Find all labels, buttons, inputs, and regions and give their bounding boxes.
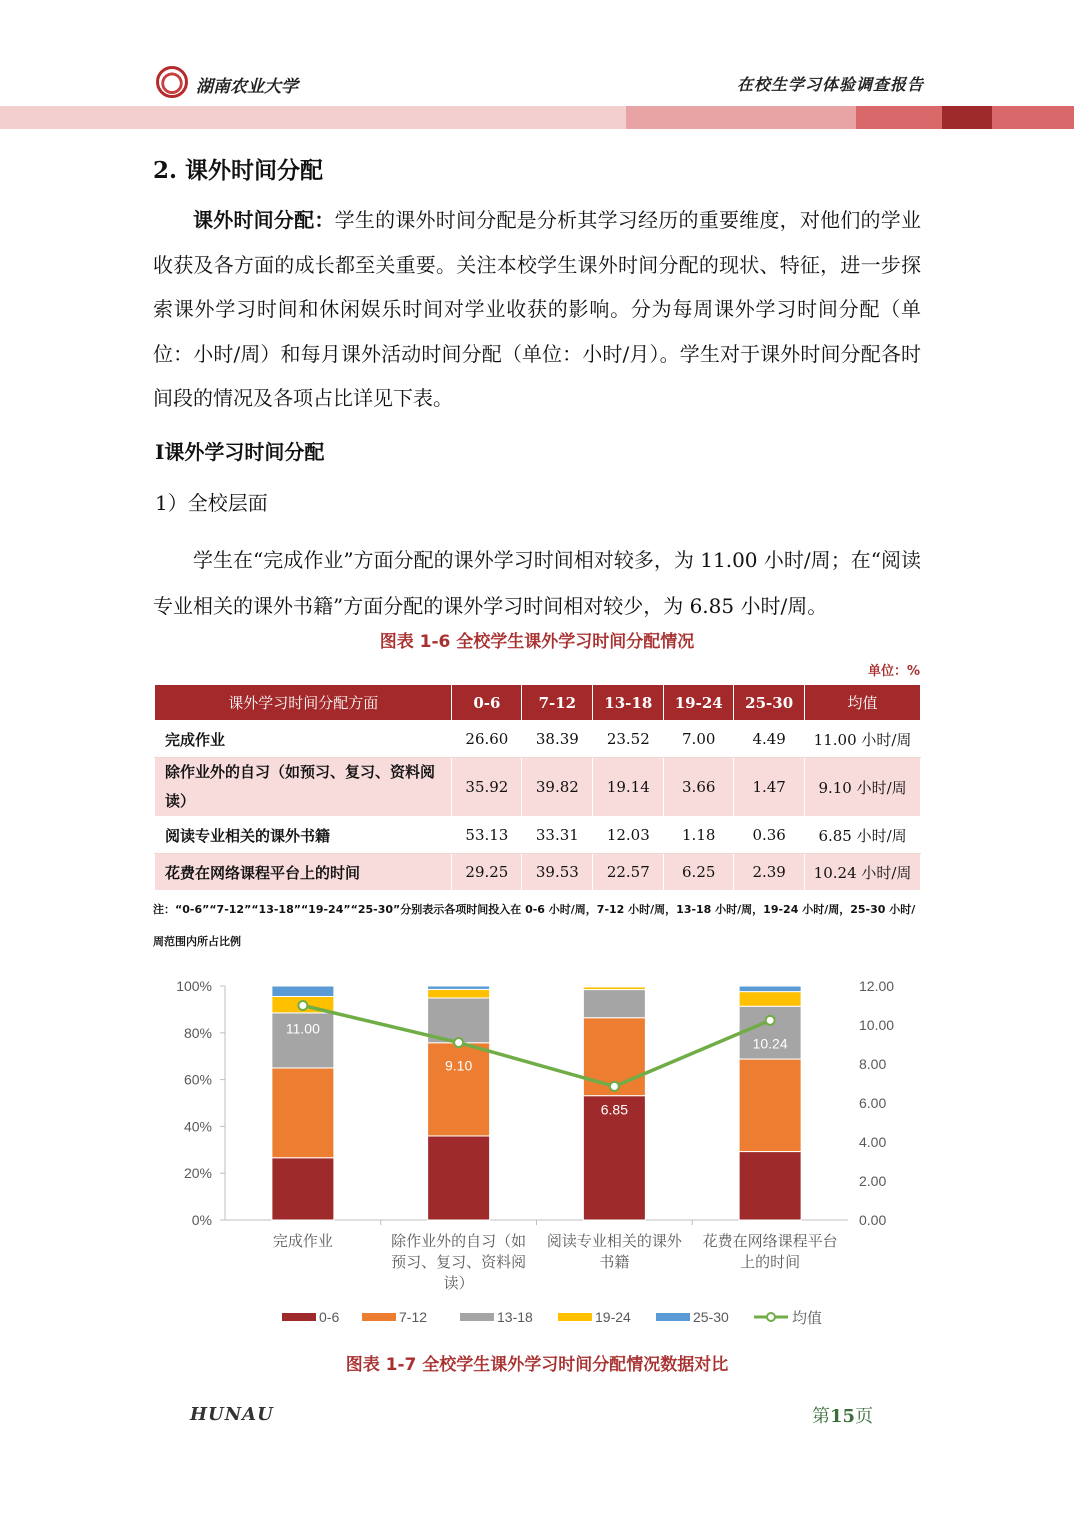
- right-axis-tick-label: 4.00: [859, 1134, 887, 1150]
- legend-swatch-25-30: [656, 1313, 690, 1321]
- bar-segment-25-30: [272, 986, 334, 997]
- right-axis-tick-label: 8.00: [859, 1056, 887, 1072]
- mean-data-label: 6.85: [600, 1101, 628, 1118]
- row-label: 完成作业: [155, 721, 452, 758]
- mean-point: [454, 1038, 463, 1047]
- table-cell: 35.92: [452, 758, 522, 817]
- left-axis-tick-label: 100%: [176, 978, 212, 994]
- mean-data-label: 11.00: [285, 1020, 320, 1037]
- table-row: [155, 854, 921, 891]
- table-cell: 12.03: [593, 817, 664, 854]
- table-cell: 29.25: [452, 854, 522, 891]
- mean-data-label: 10.24: [752, 1035, 788, 1052]
- category-label: 书籍: [599, 1253, 630, 1271]
- table-cell-mean: 11.00 小时/周: [805, 721, 921, 758]
- page-prefix: 第: [812, 1406, 830, 1427]
- row-label: 阅读专业相关的课外书籍: [155, 817, 452, 854]
- bar-segment-25-30: [739, 986, 801, 992]
- table-header-cell: 0-6: [452, 685, 522, 721]
- table-cell-mean: 10.24 小时/周: [805, 854, 921, 891]
- right-axis-tick-label: 6.00: [859, 1095, 887, 1111]
- bar-segment-13-18: [583, 990, 645, 1018]
- intro-paragraph: [153, 198, 921, 421]
- bar-segment-25-30: [428, 986, 490, 989]
- legend-marker-mean: [767, 1313, 775, 1321]
- unit-label: 单位：%: [867, 664, 920, 679]
- table-cell: 2.39: [734, 854, 805, 891]
- legend-label: 0-6: [319, 1309, 340, 1325]
- left-axis-tick-label: 20%: [183, 1165, 212, 1182]
- left-axis-tick-label: 40%: [183, 1118, 212, 1135]
- mean-data-label: 9.10: [445, 1057, 473, 1074]
- table-cell: 53.13: [452, 817, 522, 854]
- intro-bold-lead: 课外时间分配：: [193, 208, 335, 232]
- left-axis-tick-label: 0%: [191, 1212, 212, 1228]
- bar-segment-7-12: [272, 1068, 334, 1158]
- table-row: [155, 721, 921, 758]
- table-cell: 22.57: [593, 854, 664, 891]
- page-header: [0, 60, 1074, 106]
- mean-point: [766, 1016, 775, 1025]
- table-cell: 23.52: [593, 721, 664, 758]
- page-suffix: 页: [855, 1406, 874, 1427]
- legend-label: 7-12: [399, 1309, 428, 1325]
- table-cell: 38.39: [522, 721, 593, 758]
- legend-swatch-13-18: [460, 1313, 494, 1321]
- bar-segment-0-6: [428, 1136, 490, 1220]
- bar-segment-19-24: [739, 992, 801, 1007]
- table-header-row: [155, 685, 921, 721]
- table-row: [155, 758, 921, 817]
- legend-label: 均值: [792, 1309, 823, 1327]
- right-axis-tick-label: 12.00: [859, 978, 895, 994]
- table-cell: 26.60: [452, 721, 522, 758]
- right-axis-tick-label: 0.00: [859, 1212, 887, 1228]
- table-cell: 6.25: [664, 854, 734, 891]
- row-label: 花费在网络课程平台上的时间: [155, 854, 452, 891]
- bar-segment-0-6: [739, 1152, 801, 1220]
- mean-point: [298, 1001, 307, 1010]
- summary-paragraph: 学生在“完成作业”方面分配的课外学习时间相对较多，为 11.00 小时/周；在“阅读专业相关的课外书籍”方面分配的课外学习时间相对较少，为 6.85 小时/周。: [153, 548, 921, 618]
- category-label: 完成作业: [272, 1232, 333, 1250]
- category-label: 读）: [443, 1274, 474, 1292]
- page-number: [812, 1402, 873, 1428]
- category-label: 上的时间: [740, 1253, 801, 1271]
- table-cell-mean: 6.85 小时/周: [805, 817, 921, 854]
- table-cell: 7.00: [664, 721, 734, 758]
- table-row: [155, 817, 921, 854]
- right-axis-tick-label: 10.00: [859, 1017, 895, 1033]
- table-header-cell: 均值: [805, 685, 921, 721]
- legend-swatch-19-24: [558, 1313, 592, 1321]
- table-header-cell: 课外学习时间分配方面: [155, 685, 452, 721]
- stacked-bar-chart: [150, 968, 930, 1348]
- table-header-cell: 19-24: [664, 685, 734, 721]
- page-number-value: 15: [830, 1406, 856, 1427]
- bar-segment-0-6: [272, 1158, 334, 1220]
- mean-line: [303, 1006, 770, 1087]
- mean-point: [610, 1082, 619, 1091]
- table-cell: 4.49: [734, 721, 805, 758]
- category-label: 花费在网络课程平台: [702, 1232, 838, 1250]
- bar-segment-25-30: [583, 986, 645, 987]
- intro-text: 学生的课外时间分配是分析其学习经历的重要维度，对他们的学业收获及各方面的成长都至关重要。关注本校学生课外时间分配的现状、特征，进一步探索课外学习时间和休闲娱乐时间对学业收获的影响。分为每周课外学习时间分配（单位：小时/周）和每月课外活动时间分配（单位：小时/月）。学生对于课外时间分配各时间段的情况及各项占比详见下表。: [153, 208, 922, 410]
- category-label: 除作业外的自习（如: [391, 1232, 527, 1250]
- legend-label: 13-18: [497, 1309, 533, 1325]
- bar-segment-7-12: [739, 1059, 801, 1152]
- table-cell: 3.66: [664, 758, 734, 817]
- chart-caption: 图表 1-7 全校学生课外学习时间分配情况数据对比: [345, 1355, 729, 1375]
- table-cell: 19.14: [593, 758, 664, 817]
- footer-logo: HUNAU: [190, 1404, 274, 1425]
- table-cell: 1.47: [734, 758, 805, 817]
- legend-label: 25-30: [693, 1309, 729, 1325]
- table-cell: 33.31: [522, 817, 593, 854]
- bar-segment-19-24: [428, 989, 490, 998]
- table-cell: 39.53: [522, 854, 593, 891]
- left-axis-tick-label: 80%: [183, 1024, 212, 1041]
- table-cell: 1.18: [664, 817, 734, 854]
- category-label: 预习、复习、资料阅: [391, 1253, 527, 1271]
- time-allocation-table: [154, 684, 921, 891]
- section-title: 2. 课外时间分配: [153, 157, 324, 184]
- right-axis-tick-label: 2.00: [859, 1173, 887, 1189]
- table-header-cell: 7-12: [522, 685, 593, 721]
- legend-swatch-0-6: [282, 1313, 316, 1321]
- left-axis-tick-label: 60%: [183, 1071, 212, 1088]
- row-label: 除作业外的自习（如预习、复习、资料阅读）: [155, 758, 452, 817]
- table-note: 注：“0-6”“7-12”“13-18”“19-24”“25-30”分别表示各项时间投入在 0-6 小时/周，7-12 小时/周，13-18 小时/周，19-24 小时/周，25-30 小时/周范围内所占比例: [153, 903, 916, 948]
- table-cell: 0.36: [734, 817, 805, 854]
- table-cell-mean: 9.10 小时/周: [805, 758, 921, 817]
- category-label: 阅读专业相关的课外: [546, 1232, 682, 1250]
- table-caption: 图表 1-6 全校学生课外学习时间分配情况: [379, 632, 695, 652]
- table-cell: 39.82: [522, 758, 593, 817]
- table-header-cell: 25-30: [734, 685, 805, 721]
- university-name: 湖南农业大学: [196, 77, 298, 97]
- legend-label: 19-24: [595, 1309, 631, 1325]
- legend-swatch-7-12: [362, 1313, 396, 1321]
- table-header-cell: 13-18: [593, 685, 664, 721]
- university-logo-icon: [156, 66, 188, 98]
- report-title: 在校生学习体验调查报告: [736, 75, 924, 94]
- subsubsection-title: 1）全校层面: [155, 491, 268, 515]
- subsection-title: Ⅰ课外学习时间分配: [155, 440, 325, 464]
